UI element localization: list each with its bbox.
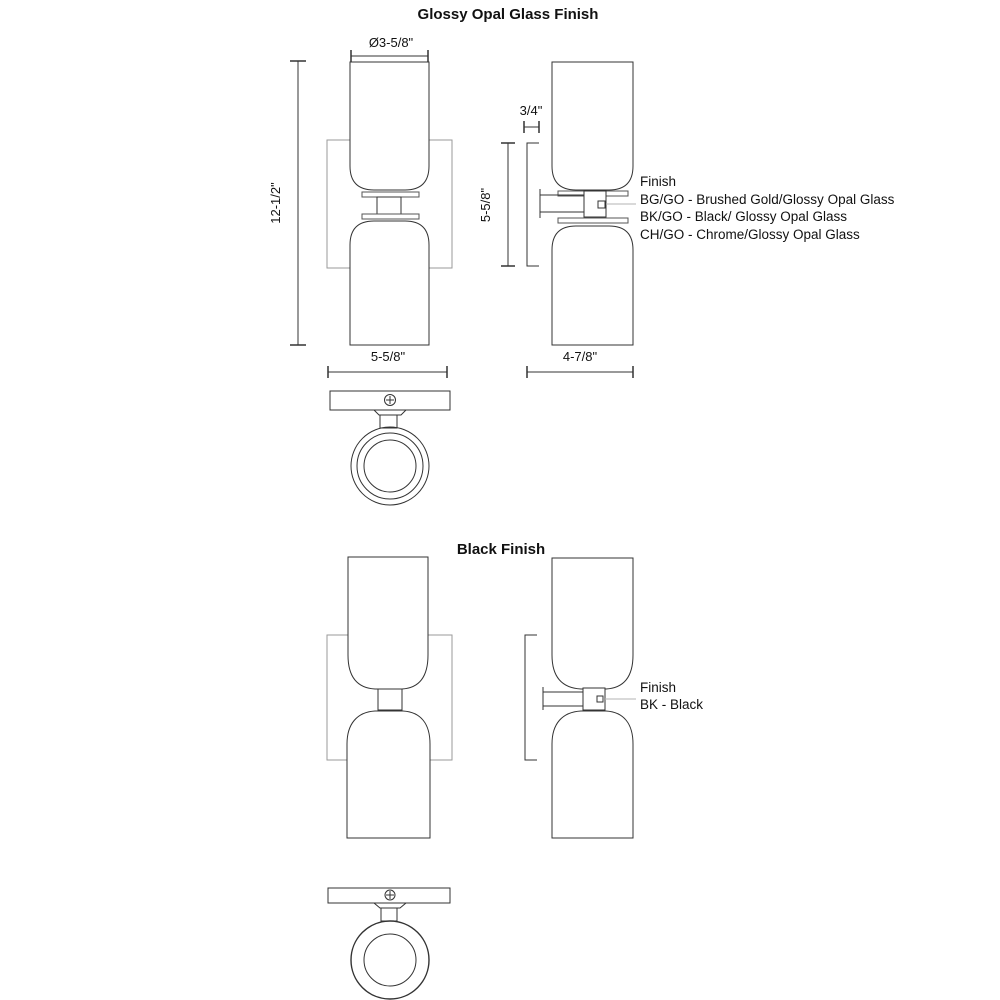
center-connector	[377, 197, 401, 214]
glossy-side-view	[527, 62, 636, 345]
dim-label-side-depth: 4-7/8"	[562, 349, 598, 364]
dimension-plate-height	[478, 143, 515, 266]
dim-label-front-width: 5-5/8"	[370, 349, 406, 364]
shade-outer-circle	[351, 427, 429, 505]
upper-glass-shade	[552, 62, 633, 190]
section-glossy-opal	[268, 6, 895, 505]
dim-label-diameter: Ø3-5/8"	[368, 35, 414, 50]
dimension-overall-height	[268, 61, 306, 345]
dimension-front-width	[328, 349, 447, 378]
glossy-finish-callout	[640, 174, 895, 242]
center-connector	[583, 688, 605, 710]
dim-label-plate-depth: 3/4"	[519, 103, 543, 118]
glossy-front-view	[327, 62, 452, 345]
black-finish-callout	[640, 680, 703, 712]
black-front-view	[327, 557, 452, 838]
section-title-black: Black Finish	[456, 541, 546, 558]
dim-label-plate-height: 5-5/8"	[478, 187, 493, 223]
upper-shade	[552, 558, 633, 689]
black-bottom-view	[328, 888, 450, 999]
shade-inner-circle	[364, 440, 416, 492]
center-connector	[584, 191, 606, 217]
finish-option-bg-go: BG/GO - Brushed Gold/Glossy Opal Glass	[640, 192, 895, 207]
lower-shade-rim	[558, 218, 628, 223]
dimension-diameter	[351, 35, 428, 62]
center-connector	[378, 689, 402, 710]
glossy-bottom-view	[330, 391, 450, 505]
lower-glass-shade	[552, 226, 633, 345]
dimension-side-depth	[527, 349, 633, 378]
arm-stem-plan	[380, 415, 397, 428]
lower-shade-rim	[362, 214, 419, 219]
finish-heading: Finish	[640, 174, 677, 189]
arm-flange-plan	[374, 903, 406, 908]
lower-shade	[552, 711, 633, 838]
dimension-plate-depth	[520, 103, 543, 133]
black-side-view	[525, 558, 636, 838]
arm-flange-plan	[374, 410, 406, 415]
shade-middle-circle	[357, 433, 423, 499]
upper-shade	[348, 557, 428, 689]
wall-plate-side	[525, 635, 537, 760]
shade-outer-circle	[351, 921, 429, 999]
arm-stem-plan	[381, 908, 397, 921]
upper-glass-shade	[350, 62, 429, 190]
finish-option-bk-go: BK/GO - Black/ Glossy Opal Glass	[640, 209, 848, 224]
finish-option-ch-go: CH/GO - Chrome/Glossy Opal Glass	[640, 227, 860, 242]
lower-shade	[347, 711, 430, 838]
finish-option-bk: BK - Black	[640, 697, 704, 712]
wall-plate-side	[527, 143, 539, 266]
upper-shade-rim	[362, 192, 419, 197]
section-black	[327, 541, 703, 999]
shade-inner-circle	[364, 934, 416, 986]
finish-heading: Finish	[640, 680, 677, 695]
section-title-glossy: Glossy Opal Glass Finish	[417, 6, 599, 23]
dim-label-overall-height: 12-1/2"	[268, 182, 283, 224]
lower-glass-shade	[350, 221, 429, 345]
